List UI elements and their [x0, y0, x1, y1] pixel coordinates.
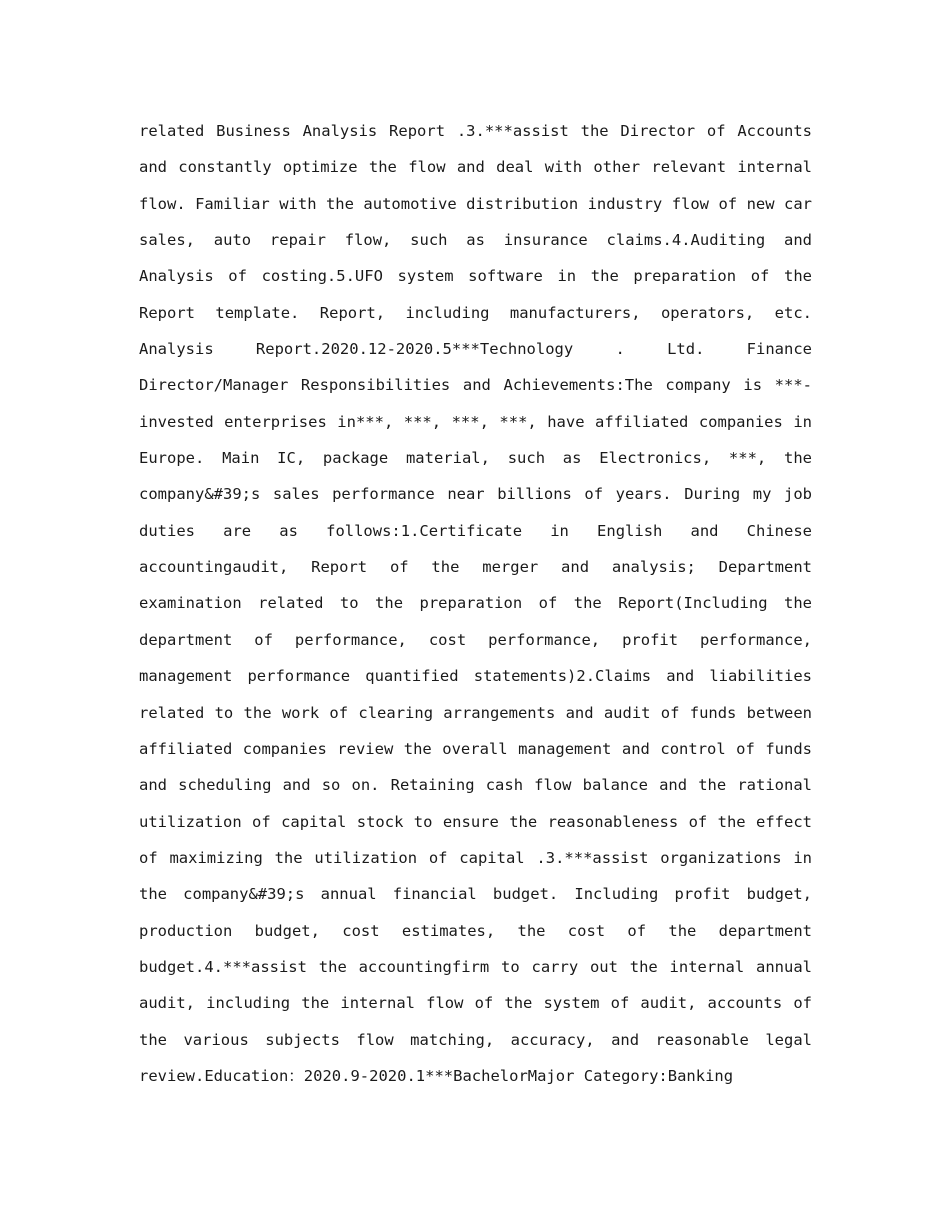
text-line: Analysis Report.2020.12-2020.5***Technology . Ltd. Finance — [139, 340, 812, 359]
text-line: accountingaudit, Report of the merger and analysis; Department — [139, 558, 812, 577]
text-line: budget.4.***assist the accountingfirm to carry out the internal annual — [139, 957, 812, 976]
body-text — [139, 113, 812, 1094]
text-line: and constantly optimize the flow and deal with other relevant internal — [139, 158, 812, 177]
text-line: department of performance, cost performance, profit performance, — [139, 630, 812, 649]
text-line: invested enterprises in***, ***, ***, ***, have affiliated companies in — [139, 412, 812, 431]
text-line: Europe. Main IC, package material, such as Electronics, ***, the — [139, 449, 812, 468]
text-line: duties are as follows:1.Certificate in English and Chinese — [139, 521, 812, 540]
text-line: management performance quantified statements)2.Claims and liabilities — [139, 667, 812, 686]
text-line: utilization of capital stock to ensure the reasonableness of the effect — [139, 812, 812, 831]
text-line: examination related to the preparation of the Report(Including the — [139, 594, 812, 613]
text-line: related Business Analysis Report .3.***assist the Director of Accounts — [139, 122, 812, 140]
text-line: the various subjects flow matching, accuracy, and reasonable legal — [139, 1030, 812, 1049]
text-line: sales, auto repair flow, such as insurance claims.4.Auditing and — [139, 231, 812, 250]
text-line: Analysis of costing.5.UFO system software in the preparation of the — [139, 267, 812, 286]
text-line: company&#39;s sales performance near billions of years. During my job — [139, 485, 812, 504]
text-line: affiliated companies review the overall management and control of funds — [139, 739, 812, 758]
text-line: production budget, cost estimates, the cost of the department — [139, 921, 812, 940]
text-line: review.Education：2020.9-2020.1***BachelorMajor Category:Banking — [139, 1066, 734, 1085]
text-line: of maximizing the utilization of capital .3.***assist organizations in — [139, 848, 812, 867]
text-line: Director/Manager Responsibilities and Achievements:The company is ***- — [139, 376, 812, 395]
text-line: Report template. Report, including manufacturers, operators, etc. — [139, 303, 812, 322]
text-line: and scheduling and so on. Retaining cash flow balance and the rational — [139, 776, 812, 795]
text-line: audit, including the internal flow of the system of audit, accounts of — [139, 994, 812, 1013]
text-line: the company&#39;s annual financial budget. Including profit budget, — [139, 885, 812, 904]
text-line: related to the work of clearing arrangements and audit of funds between — [139, 703, 812, 722]
text-line: flow. Familiar with the automotive distribution industry flow of new car — [139, 194, 812, 213]
